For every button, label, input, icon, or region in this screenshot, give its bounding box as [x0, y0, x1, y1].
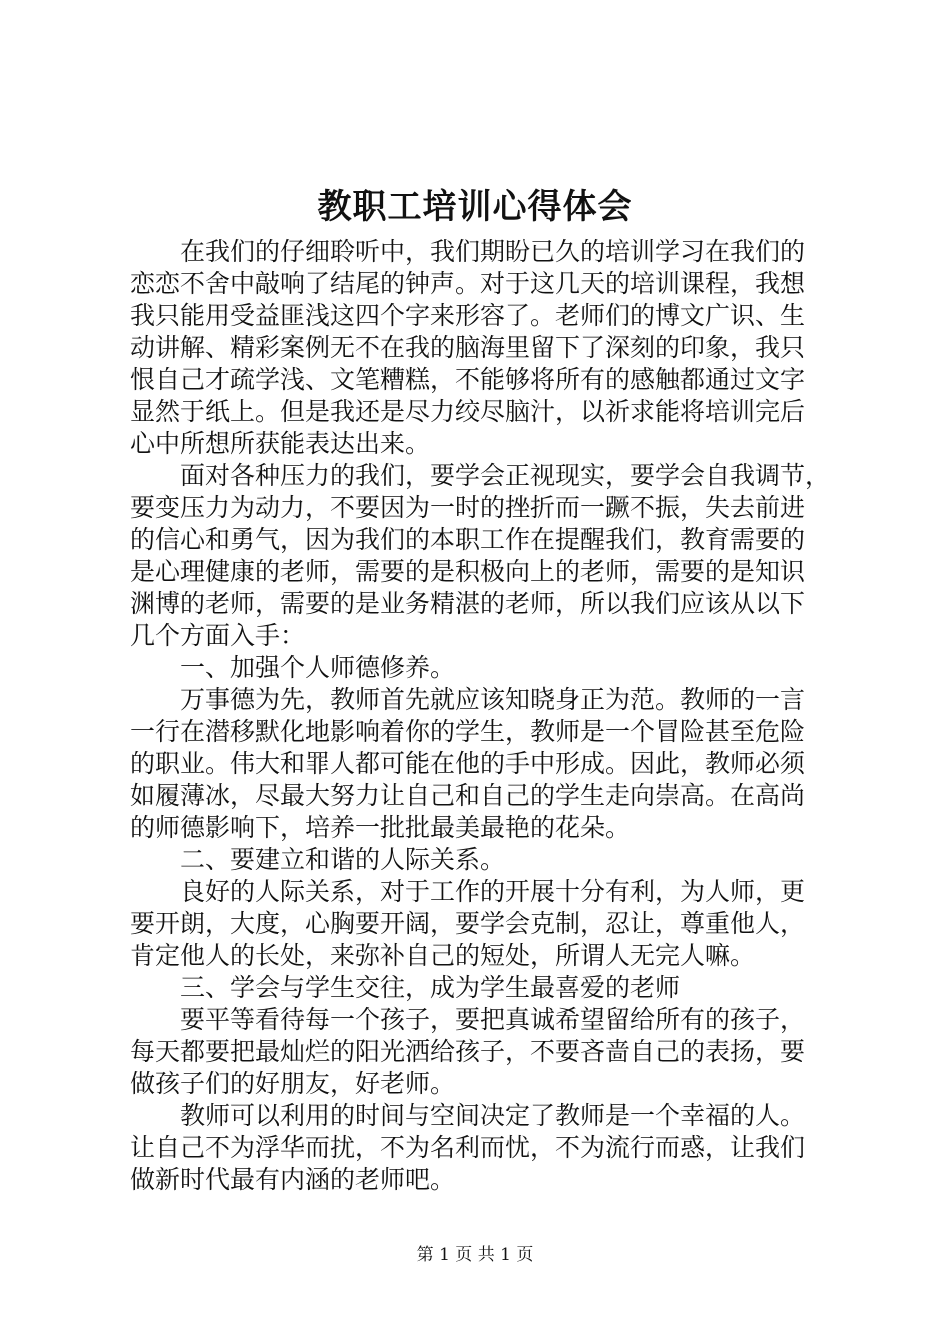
body-line: 渊博的老师，需要的是业务精湛的老师，所以我们应该从以下	[130, 589, 806, 618]
body-line: 做孩子们的好朋友，好老师。	[130, 1069, 456, 1098]
document-title: 教职工培训心得体会	[317, 187, 633, 227]
body-line: 要平等看待每一个孩子，要把真诚希望留给所有的孩子，	[130, 1005, 806, 1034]
body-line: 万事德为先，教师首先就应该知晓身正为范。教师的一言	[130, 685, 806, 714]
body-line: 在我们的仔细聆听中，我们期盼已久的培训学习在我们的	[130, 237, 806, 266]
body-line: 要开朗，大度，心胸要开阔，要学会克制，忍让，尊重他人，	[130, 909, 806, 938]
body-line: 动讲解、精彩案例无不在我的脑海里留下了深刻的印象，我只	[130, 333, 806, 362]
body-line: 肯定他人的长处，来弥补自己的短处，所谓人无完人嘛。	[130, 941, 756, 970]
body-line: 要变压力为动力，不要因为一时的挫折而一蹶不振，失去前进	[130, 493, 806, 522]
body-line: 的信心和勇气，因为我们的本职工作在提醒我们，教育需要的	[130, 525, 806, 554]
section-heading: 三、学会与学生交往，成为学生最喜爱的老师	[130, 973, 681, 1002]
body-line: 的师德影响下，培养一批批最美最艳的花朵。	[130, 813, 631, 842]
body-line: 良好的人际关系，对于工作的开展十分有利，为人师，更	[130, 877, 806, 906]
body-line: 如履薄冰，尽最大努力让自己和自己的学生走向崇高。在高尚	[130, 781, 806, 810]
body-line: 让自己不为浮华而扰，不为名利而忧，不为流行而惑，让我们	[130, 1133, 806, 1162]
section-heading: 一、加强个人师德修养。	[130, 653, 456, 682]
body-line: 面对各种压力的我们，要学会正视现实，要学会自我调节，	[130, 461, 831, 490]
section-heading: 二、要建立和谐的人际关系。	[130, 845, 506, 874]
body-line: 每天都要把最灿烂的阳光洒给孩子，不要吝啬自己的表扬，要	[130, 1037, 806, 1066]
body-line: 显然于纸上。但是我还是尽力绞尽脑汁，以祈求能将培训完后	[130, 397, 806, 426]
page-footer: 第 1 页 共 1 页	[416, 1245, 534, 1265]
body-line: 做新时代最有内涵的老师吧。	[130, 1165, 456, 1194]
body-line: 几个方面入手：	[130, 621, 306, 650]
body-line: 我只能用受益匪浅这四个字来形容了。老师们的博文广识、生	[130, 301, 806, 330]
body-line: 心中所想所获能表达出来。	[130, 429, 431, 458]
body-line: 恋恋不舍中敲响了结尾的钟声。对于这几天的培训课程，我想	[130, 269, 806, 298]
body-line: 一行在潜移默化地影响着你的学生，教师是一个冒险甚至危险	[130, 717, 806, 746]
body-line: 恨自己才疏学浅、文笔糟糕，不能够将所有的感触都通过文字	[130, 365, 806, 394]
body-line: 教师可以利用的时间与空间决定了教师是一个幸福的人。	[130, 1101, 806, 1130]
body-line: 是心理健康的老师，需要的是积极向上的老师，需要的是知识	[130, 557, 806, 586]
body-line: 的职业。伟大和罪人都可能在他的手中形成。因此，教师必须	[130, 749, 806, 778]
document-body	[130, 236, 830, 1196]
